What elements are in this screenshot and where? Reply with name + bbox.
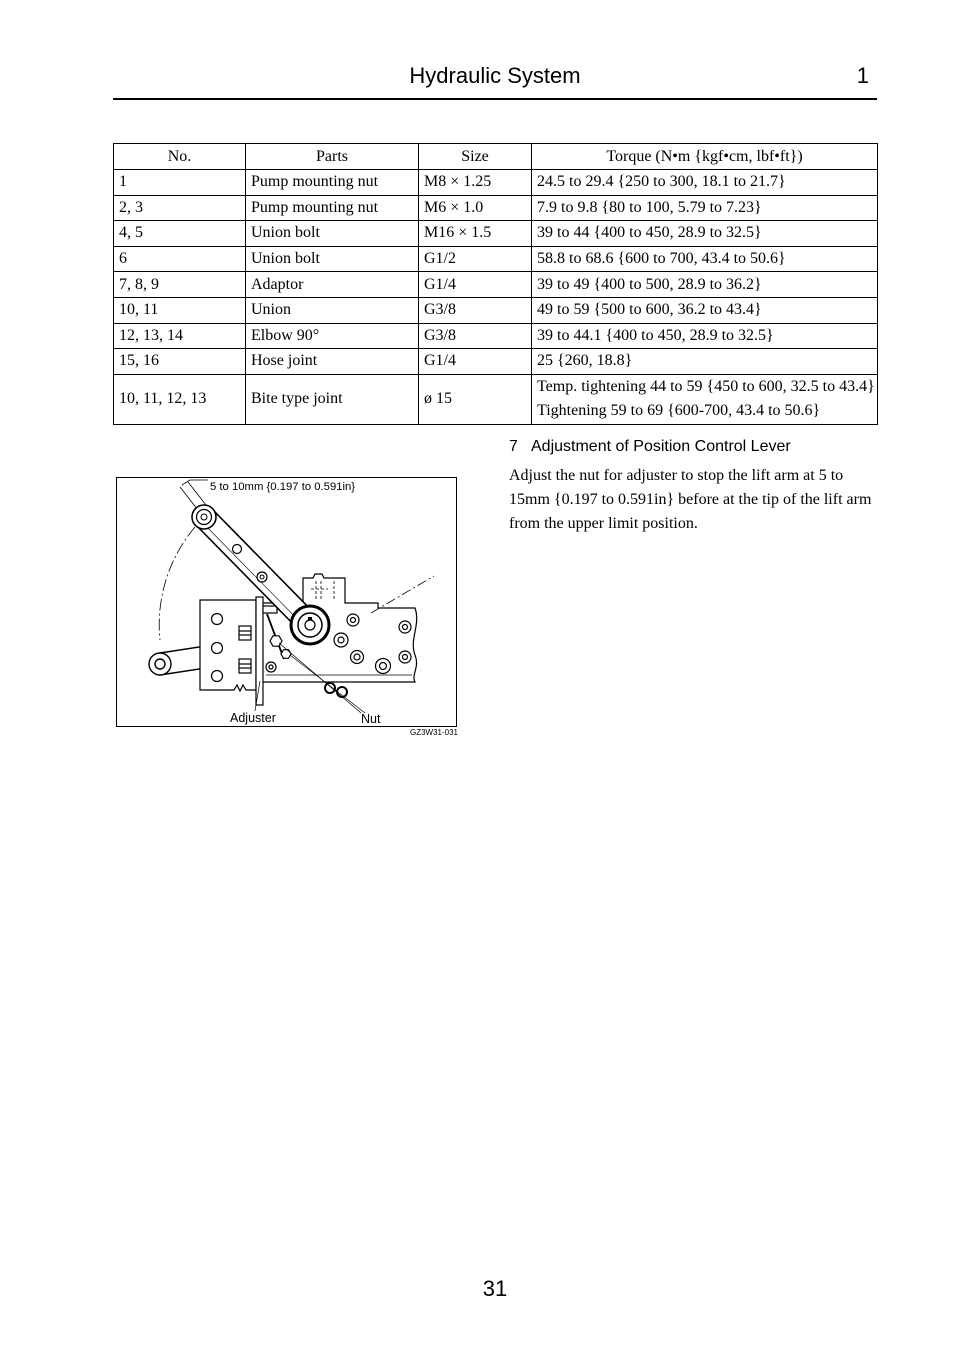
cell-size: M16 × 1.5 <box>419 221 532 247</box>
figure-code: GZ3W31-031 <box>409 728 458 737</box>
table-row <box>114 246 878 272</box>
cell-no: 1 <box>114 170 246 196</box>
running-head <box>113 63 877 89</box>
torque-temp-tightening: Temp. tightening 44 to 59 {450 to 600, 32.5 to 43.4} <box>537 378 875 396</box>
chapter-number: 1 <box>856 63 869 88</box>
cell-size: M8 × 1.25 <box>419 170 532 196</box>
position-control-lever-diagram <box>116 477 458 728</box>
cell-no: 10, 11 <box>114 297 246 323</box>
section-number: 7 <box>509 438 518 455</box>
section-title: Adjustment of Position Control Lever <box>531 438 791 455</box>
dimension-label: 5 to 10mm {0.197 to 0.591in} <box>210 481 356 493</box>
cell-torque: 25 {260, 18.8} <box>532 349 878 375</box>
cell-torque: 49 to 59 {500 to 600, 36.2 to 43.4} <box>532 297 878 323</box>
table-row <box>114 374 878 424</box>
cell-parts: Union <box>246 297 419 323</box>
cell-size: G3/8 <box>419 297 532 323</box>
nut-label: Nut <box>361 712 381 726</box>
cell-no: 4, 5 <box>114 221 246 247</box>
cell-parts: Adaptor <box>246 272 419 298</box>
page-number: 31 <box>482 1276 508 1301</box>
cell-parts: Union bolt <box>246 221 419 247</box>
cell-parts: Hose joint <box>246 349 419 375</box>
cell-no: 6 <box>114 246 246 272</box>
cell-no: 15, 16 <box>114 349 246 375</box>
adjuster-label: Adjuster <box>230 711 276 725</box>
table-row <box>114 195 878 221</box>
torque-tightening: Tightening 59 to 69 {600-700, 43.4 to 50.6} <box>537 402 821 420</box>
section-heading <box>509 437 791 456</box>
cell-torque: 39 to 44.1 {400 to 450, 28.9 to 32.5} <box>532 323 878 349</box>
paragraph-line: from the upper limit position. <box>509 515 698 532</box>
table-row <box>114 297 878 323</box>
cell-torque: 58.8 to 68.6 {600 to 700, 43.4 to 50.6} <box>532 246 878 272</box>
paragraph-line: Adjust the nut for adjuster to stop the lift arm at 5 to <box>509 467 844 484</box>
running-head-title: Hydraulic System <box>409 63 581 88</box>
column-header-size: Size <box>419 144 532 170</box>
cell-size: M6 × 1.0 <box>419 195 532 221</box>
torque-table <box>113 143 878 425</box>
bracket-bolt <box>239 659 251 673</box>
mounting-bracket <box>200 600 256 691</box>
table-row <box>114 349 878 375</box>
column-header-parts: Parts <box>246 144 419 170</box>
cell-torque: 7.9 to 9.8 {80 to 100, 5.79 to 7.23} <box>532 195 878 221</box>
cell-size: G3/8 <box>419 323 532 349</box>
cell-size: G1/2 <box>419 246 532 272</box>
cell-no: 2, 3 <box>114 195 246 221</box>
cell-parts: Pump mounting nut <box>246 195 419 221</box>
cell-parts: Bite type joint <box>246 374 419 424</box>
cell-torque: 24.5 to 29.4 {250 to 300, 18.1 to 21.7} <box>532 170 878 196</box>
column-header-no: No. <box>114 144 246 170</box>
cell-parts: Elbow 90° <box>246 323 419 349</box>
cell-no: 12, 13, 14 <box>114 323 246 349</box>
cell-torque: 39 to 44 {400 to 450, 28.9 to 32.5} <box>532 221 878 247</box>
paragraph-line: 15mm {0.197 to 0.591in} before at the tip of the lift arm <box>509 491 872 508</box>
table-row <box>114 221 878 247</box>
cell-no: 10, 11, 12, 13 <box>114 374 246 424</box>
table-row <box>114 170 878 196</box>
bracket-bolt <box>239 626 251 640</box>
column-header-torque: Torque (N•m {kgf•cm, lbf•ft}) <box>532 144 878 170</box>
header-rule <box>113 98 877 100</box>
cell-torque: 39 to 49 {400 to 500, 28.9 to 36.2} <box>532 272 878 298</box>
table-row <box>114 272 878 298</box>
cell-parts: Union bolt <box>246 246 419 272</box>
table-header-row <box>114 144 878 170</box>
cell-size: ø 15 <box>419 374 532 424</box>
cell-parts: Pump mounting nut <box>246 170 419 196</box>
cell-no: 7, 8, 9 <box>114 272 246 298</box>
figure <box>116 477 458 728</box>
table-row <box>114 323 878 349</box>
cell-torque <box>532 374 878 424</box>
cell-size: G1/4 <box>419 272 532 298</box>
pivot-boss <box>291 606 329 644</box>
section-paragraph <box>509 464 877 536</box>
cell-size: G1/4 <box>419 349 532 375</box>
